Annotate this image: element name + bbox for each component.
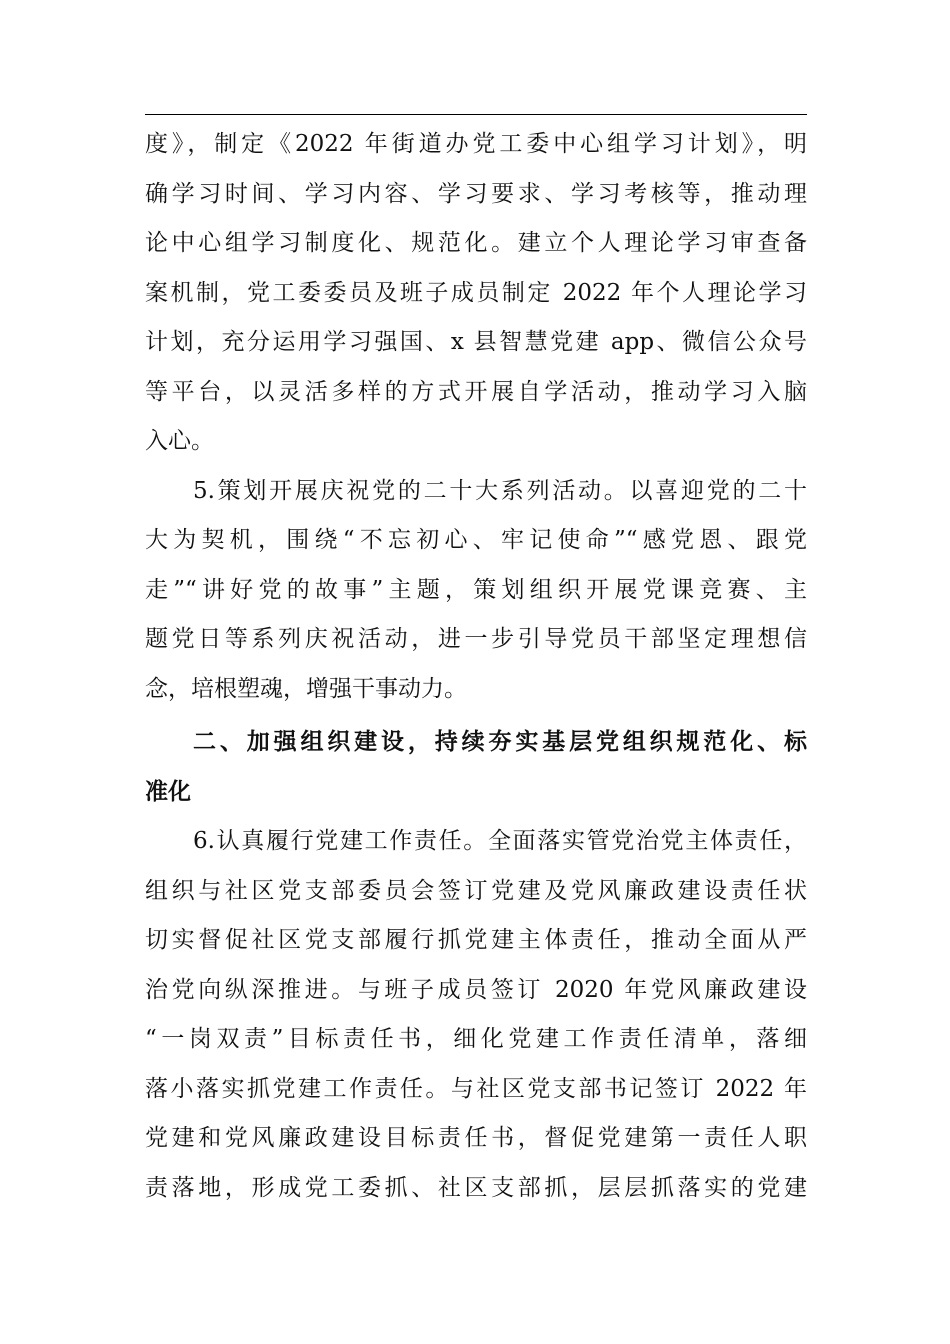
text-line: 落小落实抓党建工作责任。与社区党支部书记签订 2022 年 bbox=[145, 1075, 807, 1102]
text-line: 案机制，党工委委员及班子成员制定 2022 年个人理论学习 bbox=[145, 279, 807, 306]
text-line: 治党向纵深推进。与班子成员签订 2020 年党风廉政建设 bbox=[145, 976, 807, 1003]
section-heading-cont: 准化 bbox=[145, 778, 191, 805]
text-line: 计划，充分运用学习强国、x 县智慧党建 app、微信公众号 bbox=[145, 329, 807, 355]
document-body bbox=[145, 120, 807, 1213]
text-line: 入心。 bbox=[145, 428, 214, 454]
text-line: 确学习时间、学习内容、学习要求、学习考核等，推动理 bbox=[145, 180, 807, 207]
text-line: 念，培根塑魂，增强干事动力。 bbox=[145, 675, 467, 702]
section-heading: 二、加强组织建设，持续夯实基层党组织规范化、标 bbox=[193, 729, 807, 755]
text-line: 等平台，以灵活多样的方式开展自学活动，推动学习入脑 bbox=[145, 378, 807, 405]
text-line: 度》，制定《2022 年街道办党工委中心组学习计划》，明 bbox=[145, 131, 807, 157]
text-line: “一岗双责”目标责任书，细化党建工作责任清单，落细 bbox=[145, 1026, 807, 1052]
text-line: 组织与社区党支部委员会签订党建及党风廉政建设责任状 bbox=[145, 877, 807, 904]
text-line: 责落地，形成党工委抓、社区支部抓，层层抓落实的党建 bbox=[145, 1174, 807, 1201]
text-line: 题党日等系列庆祝活动，进一步引导党员干部坚定理想信 bbox=[145, 626, 807, 652]
paragraph-6-start: 6.认真履行党建工作责任。全面落实管党治党主体责任， bbox=[193, 828, 807, 854]
header-rule bbox=[145, 114, 807, 115]
text-line: 论中心组学习制度化、规范化。建立个人理论学习审查备 bbox=[145, 230, 807, 256]
text-line: 党建和党风廉政建设目标责任书，督促党建第一责任人职 bbox=[145, 1125, 807, 1151]
text-line: 大为契机，围绕“不忘初心、牢记使命”“感党恩、跟党 bbox=[145, 527, 807, 553]
text-line: 走”“讲好党的故事”主题，策划组织开展党课竞赛、主 bbox=[145, 576, 807, 603]
text-line: 切实督促社区党支部履行抓党建主体责任，推动全面从严 bbox=[145, 927, 807, 953]
paragraph-5-start: 5.策划开展庆祝党的二十大系列活动。以喜迎党的二十 bbox=[193, 477, 807, 504]
